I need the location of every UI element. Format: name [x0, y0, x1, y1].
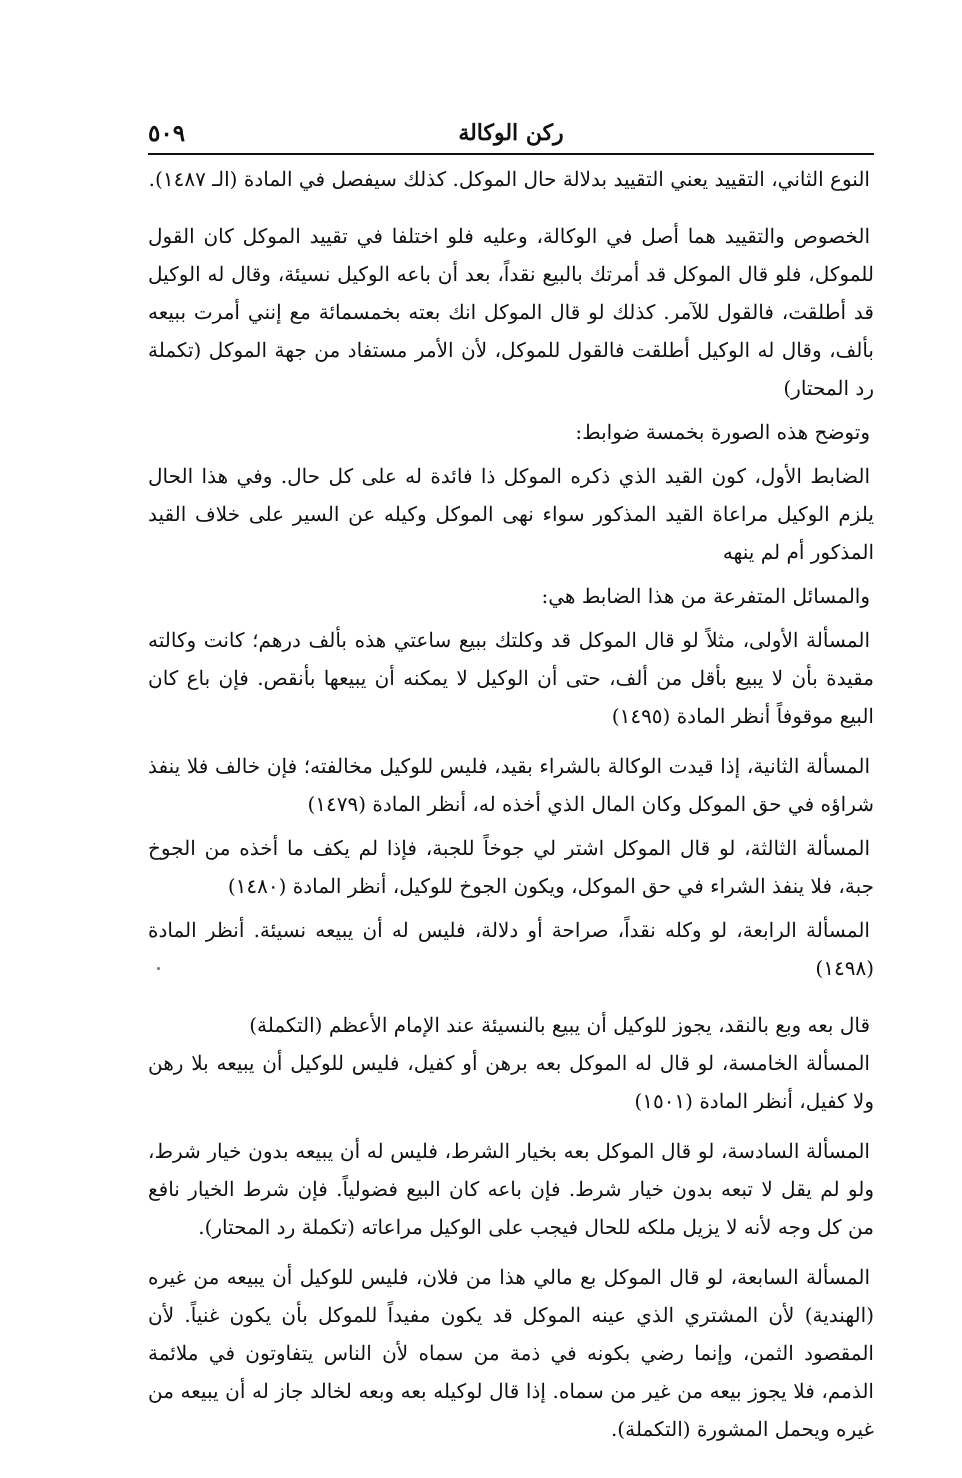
header-rule — [148, 153, 874, 155]
paragraph-specification: الخصوص والتقييد هما أصل في الوكالة، وعليه فلو اختلفا في تقييد الموكل كان القول للموكل، فلو قال الموكل قد أمرتك بالبيع نقداً، بعد أن باعه الوكيل نسيئة، وقال له الوكيل قد أطلقت، فالقول للآمر. كذلك لو قال الموكل انك بعته بخمسمائة مع إنني أمرت ببيعه بألف، وقال له الوكيل أطلقت فالقول للموكل، لأن الأمر مستفاد من جهة الموكل (تكملة رد المحتار) — [148, 224, 874, 400]
paragraph-issue-three: المسألة الثالثة، لو قال الموكل اشتر لي جوخاً للجبة، فإذا لم يكف ما أخذه من الجوخ جبة، فلا ينفذ الشراء في حق الموكل، ويكون الجوخ للوكيل، أنظر المادة (١٤٨٠) — [148, 836, 874, 898]
paragraph-cash-sale-note: قال بعه وبع بالنقد، يجوز للوكيل أن يبيع بالنسيئة عند الإمام الأعظم (التكملة) — [249, 1013, 870, 1037]
paragraph-issue-five: المسألة الخامسة، لو قال له الموكل بعه برهن أو كفيل، فليس للوكيل أن يبيعه بلا رهن ولا كفيل، أنظر المادة (١٥٠١) — [148, 1051, 874, 1113]
paragraph-issue-two: المسألة الثانية، إذا قيدت الوكالة بالشراء بقيد، فليس للوكيل مخالفته؛ فإن خالف فلا ينفذ شراؤه في حق الموكل وكان المال الذي أخذه له، أنظر المادة (١٤٧٩) — [148, 754, 874, 816]
paragraph-issue-one: المسألة الأولى، مثلاً لو قال الموكل قد وكلتك ببيع ساعتي هذه بألف درهم؛ كانت وكالته مقيدة بأن لا يبيع بأقل من ألف، حتى أن الوكيل لا يمكنه أن يبيعها بأنقص. فإن باع كان البيع موقوفاً أنظر المادة (١٤٩٥) — [148, 628, 874, 728]
page-number: ٥٠٩ — [148, 120, 186, 147]
page-header — [148, 118, 874, 152]
paragraph-issue-seven: المسألة السابعة، لو قال الموكل بع مالي هذا من فلان، فليس للوكيل أن يبيعه من غيره (الهندية) لأن المشتري الذي عينه الموكل قد يكون مفيداً للموكل بأن يكون غنياً. لأن المقصود الثمن، وإنما رضي بكونه في ذمة من سماه لأن الناس يتفاوتون في ملائمة الذمم، فلا يجوز بيعه من غير من سماه. إذا قال لوكيله بعه وبعه لخالد جاز له أن يبيعه من غيره ويحمل المشورة (التكملة). — [148, 1265, 874, 1441]
paragraph-five-rules-intro: وتوضح هذه الصورة بخمسة ضوابط: — [575, 420, 870, 444]
running-title: ركن الوكالة — [458, 120, 564, 146]
paragraph-issue-six: المسألة السادسة، لو قال الموكل بعه بخيار الشرط، فليس له أن يبيعه بدون خيار شرط، ولو لم يقل لا تبعه بدون خيار شرط. فإن باعه كان البيع فضولياً. فإن شرط الخيار نافع من كل وجه لأنه لا يزيل ملكه للحال فيجب على الوكيل مراعاته (تكملة رد المحتار). — [148, 1139, 874, 1239]
page-body — [148, 160, 874, 1448]
paragraph-issue-four: المسألة الرابعة، لو وكله نقداً، صراحة أو دلالة، فليس له أن يبيعه نسيئة. أنظر المادة (١٤٩٨) — [148, 918, 874, 980]
scan-speck — [157, 967, 160, 970]
paragraph-rule-one: الضابط الأول، كون القيد الذي ذكره الموكل ذا فائدة له على كل حال. وفي هذا الحال يلزم الوكيل مراعاة القيد المذكور سواء نهى الموكل وكيله عن السير على خلاف القيد المذكور أم لم ينهه — [148, 464, 874, 564]
paragraph-issues-intro: والمسائل المتفرعة من هذا الضابط هي: — [541, 584, 870, 608]
paragraph-type-two: النوع الثاني، التقييد يعني التقييد بدلالة حال الموكل. كذلك سيفصل في المادة (الـ ١٤٨٧). — [148, 167, 870, 191]
